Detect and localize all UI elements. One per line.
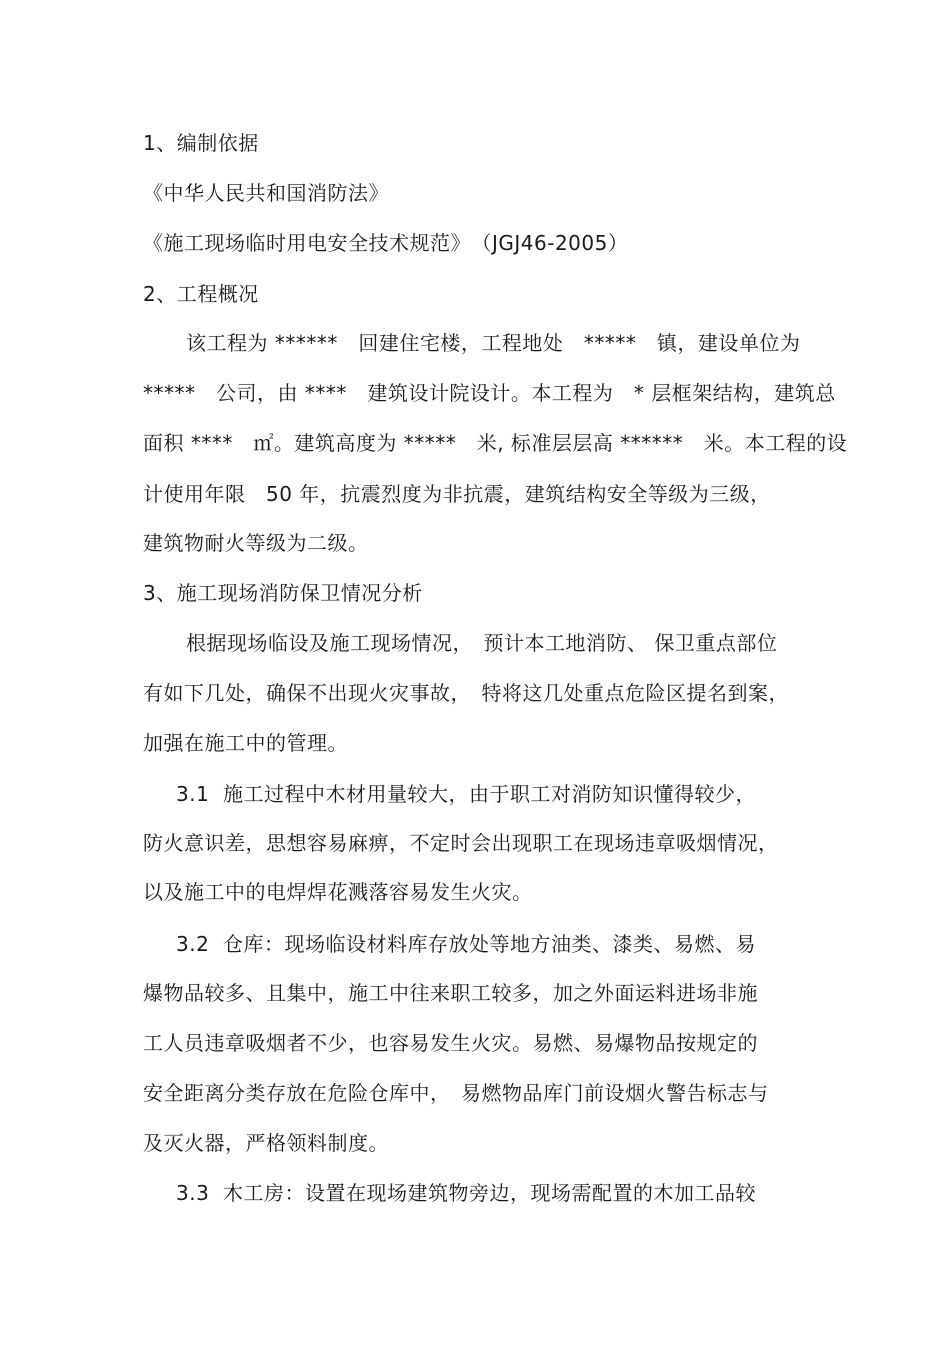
heading-3: 3、施工现场消防保卫情况分析: [143, 581, 423, 605]
text-line: 《施工现场临时用电安全技术规范》 （JGJ46-2005）: [143, 231, 629, 255]
text-line: 计使用年限 50 年，抗震烈度为非抗震，建筑结构安全等级为三级，: [143, 482, 771, 506]
text-line: 建筑物耐火等级为二级。: [143, 531, 369, 555]
text-line: 爆物品较多、且集中，施工中往来职工较多，加之外面运料进场非施: [143, 981, 758, 1005]
text-line: 《中华人民共和国消防法》: [143, 181, 389, 205]
heading-2: 2、工程概况: [143, 282, 259, 306]
text-line: 面积 **** ㎡。建筑高度为 ***** 米, 标准层层高 ****** 米。本工程的设: [143, 431, 848, 455]
text-line: 3.2 仓库：现场临设材料库存放处等地方油类、漆类、易燃、易: [176, 932, 757, 956]
text-line: 工人员违章吸烟者不少，也容易发生火灾。易燃、易爆物品按规定的: [143, 1031, 758, 1055]
text-line: 该工程为 ****** 回建住宅楼，工程地处 ***** 镇，建设单位为: [186, 331, 801, 355]
text-line: 3.3 木工房：设置在现场建筑物旁边，现场需配置的木加工品较: [176, 1181, 757, 1205]
text-line: 加强在施工中的管理。: [143, 731, 348, 755]
text-line: 安全距离分类存放在危险仓库中， 易燃物品库门前设烟火警告标志与: [143, 1081, 769, 1105]
text-line: 防火意识差，思想容易麻痹，不定时会出现职工在现场违章吸烟情况，: [143, 831, 779, 855]
heading-1: 1、编制依据: [143, 131, 259, 155]
text-line: 根据现场临设及施工现场情况， 预计本工地消防、 保卫重点部位: [186, 631, 778, 655]
text-line: 3.1 施工过程中木材用量较大，由于职工对消防知识懂得较少，: [176, 782, 757, 806]
text-line: ***** 公司，由 **** 建筑设计院设计。本工程为 * 层框架结构，建筑总: [143, 381, 836, 405]
text-line: 以及施工中的电焊焊花溅落容易发生火灾。: [143, 880, 533, 904]
text-line: 有如下几处，确保不出现火灾事故， 特将这几处重点危险区提名到案，: [143, 681, 789, 705]
text-line: 及灭火器，严格领料制度。: [143, 1131, 389, 1155]
